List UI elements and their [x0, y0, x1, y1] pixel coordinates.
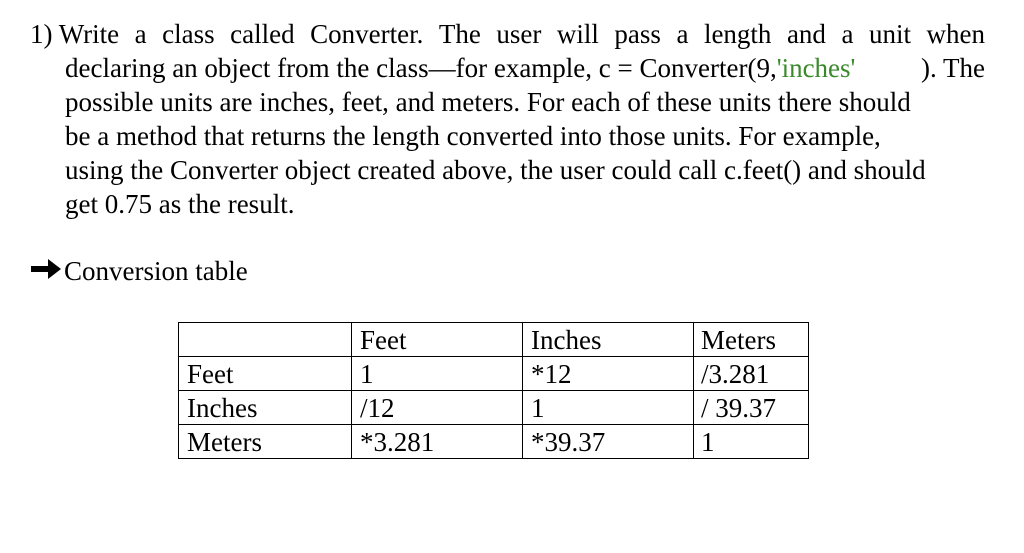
word: The — [438, 19, 481, 49]
right-arrow-icon — [30, 255, 62, 289]
problem-line-1 — [30, 17, 985, 51]
word: 1) Write — [30, 19, 120, 49]
problem-line-2 — [30, 51, 985, 85]
problem-line-4: be a method that returns the length converted into those units. For example, — [65, 121, 881, 151]
table-cell: / 39.37 — [694, 391, 809, 425]
section-heading — [30, 254, 248, 289]
word: Converter. — [310, 19, 424, 49]
table-row — [179, 391, 809, 425]
problem-line-3: possible units are inches, feet, and meters. For each of these units there should — [65, 87, 911, 117]
table-cell: /12 — [352, 391, 523, 425]
problem-statement — [30, 17, 985, 221]
line-2-right: ). The — [921, 53, 985, 83]
table-cell: Inches — [179, 391, 352, 425]
table-cell: 1 — [694, 425, 809, 459]
word: class — [162, 19, 215, 49]
table-cell: Feet — [179, 357, 352, 391]
problem-line-6: get 0.75 as the result. — [65, 189, 295, 219]
word: will — [556, 19, 599, 49]
word: a — [676, 19, 689, 49]
word: length — [703, 19, 772, 49]
problem-line-5: using the Converter object created above, the user could call c.feet() and should — [65, 155, 926, 185]
table-row — [179, 357, 809, 391]
word: called — [230, 19, 295, 49]
conversion-table-heading: Conversion table — [64, 256, 248, 286]
table-cell: *3.281 — [352, 425, 523, 459]
table-header-row — [179, 323, 809, 357]
conversion-table — [178, 322, 809, 459]
word: a — [134, 19, 147, 49]
word: a — [841, 19, 854, 49]
table-header-cell: Feet — [352, 323, 523, 357]
word: when — [926, 19, 985, 49]
line-2-left: declaring an object from the class—for example, c = Converter(9, — [65, 53, 777, 83]
table-header-cell: Inches — [523, 323, 694, 357]
table-cell: /3.281 — [694, 357, 809, 391]
word: user — [496, 19, 542, 49]
table-row — [179, 425, 809, 459]
table-header-cell — [179, 323, 352, 357]
problem-line-2-text — [65, 51, 855, 85]
table-cell: 1 — [352, 357, 523, 391]
table-cell: *39.37 — [523, 425, 694, 459]
table-cell: 1 — [523, 391, 694, 425]
table-cell: Meters — [179, 425, 352, 459]
word: and — [786, 19, 826, 49]
table-cell: *12 — [523, 357, 694, 391]
code-string-inches: 'inches' — [776, 53, 856, 83]
table-header-cell: Meters — [694, 323, 809, 357]
word: pass — [614, 19, 661, 49]
word: unit — [868, 19, 911, 49]
